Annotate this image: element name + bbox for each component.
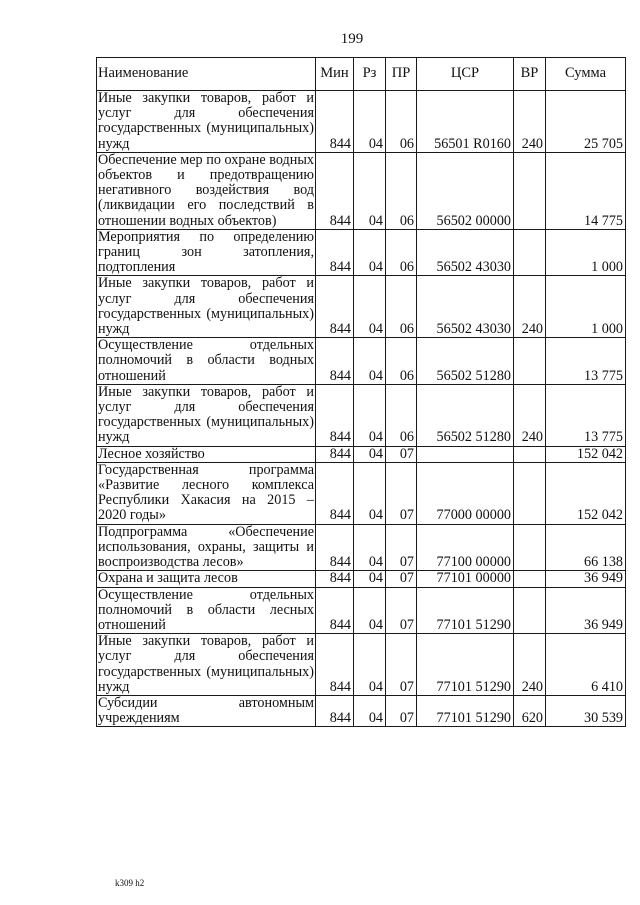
header-min: Мин — [316, 58, 354, 91]
row-csr: 56502 51280 — [417, 384, 514, 446]
row-csr — [417, 446, 514, 462]
row-sum: 13 775 — [546, 338, 626, 385]
row-pr: 07 — [386, 634, 417, 696]
page-number: 199 — [340, 31, 364, 47]
row-sum: 14 775 — [546, 152, 626, 229]
row-name: Осуществление отдельных полномочий в области водных отношений — [98, 337, 314, 384]
row-csr: 56502 43030 — [417, 229, 514, 276]
row-rz: 04 — [354, 152, 386, 229]
row-min: 844 — [316, 634, 354, 696]
row-sum: 66 138 — [546, 524, 626, 571]
row-min: 844 — [316, 91, 354, 153]
row-pr: 06 — [386, 229, 417, 276]
row-min: 844 — [316, 276, 354, 338]
row-rz: 04 — [354, 587, 386, 634]
header-sum: Сумма — [546, 58, 626, 91]
row-name: Субсидии автономным учреждениям — [98, 694, 314, 727]
table-row — [97, 524, 626, 571]
budget-table — [96, 57, 626, 727]
row-sum: 36 949 — [546, 587, 626, 634]
table-row — [97, 229, 626, 276]
row-sum: 152 042 — [546, 446, 626, 462]
row-name: Мероприятия по определению границ зон затопления, подтопления — [98, 228, 314, 276]
row-vr — [514, 446, 546, 462]
row-name: Осуществление отдельных полномочий в области лесных отношений — [98, 586, 314, 633]
row-pr: 07 — [386, 446, 417, 462]
row-min: 844 — [316, 338, 354, 385]
table-row — [97, 91, 626, 153]
row-csr: 77101 51290 — [417, 695, 514, 726]
table-row — [97, 152, 626, 229]
header-row — [97, 58, 626, 91]
row-rz: 04 — [354, 384, 386, 446]
header-vr: ВР — [514, 58, 546, 91]
row-pr: 07 — [386, 695, 417, 726]
table-row — [97, 384, 626, 446]
row-vr — [514, 571, 546, 587]
row-min: 844 — [316, 695, 354, 726]
row-min: 844 — [316, 152, 354, 229]
row-name: Охрана и защита лесов — [97, 571, 316, 587]
table-row — [97, 587, 626, 634]
row-vr: 620 — [514, 695, 546, 726]
footer-code: k309 h2 — [115, 878, 145, 888]
row-csr: 56501 R0160 — [417, 91, 514, 153]
row-name: Иные закупки товаров, работ и услуг для обеспечения государственных (муниципальных) нужд — [98, 383, 314, 446]
row-csr: 77100 00000 — [417, 524, 514, 571]
row-vr: 240 — [514, 384, 546, 446]
row-pr: 07 — [386, 524, 417, 571]
row-sum: 36 949 — [546, 571, 626, 587]
row-rz: 04 — [354, 524, 386, 571]
row-sum: 13 775 — [546, 384, 626, 446]
row-csr: 56502 00000 — [417, 152, 514, 229]
row-min: 844 — [316, 446, 354, 462]
row-rz: 04 — [354, 634, 386, 696]
row-csr: 77000 00000 — [417, 462, 514, 524]
row-vr: 240 — [514, 634, 546, 696]
row-csr: 77101 00000 — [417, 571, 514, 587]
row-vr: 240 — [514, 91, 546, 153]
header-csr: ЦСР — [417, 58, 514, 91]
row-vr — [514, 229, 546, 276]
row-rz: 04 — [354, 446, 386, 462]
row-min: 844 — [316, 229, 354, 276]
table-row — [97, 695, 626, 726]
header-pr: ПР — [386, 58, 417, 91]
row-sum: 1 000 — [546, 276, 626, 338]
header-rz: Рз — [354, 58, 386, 91]
table-row — [97, 462, 626, 524]
row-name: Подпрограмма «Обеспечение использования, охраны, защиты и воспроизводства лесов» — [98, 523, 314, 571]
row-csr: 56502 51280 — [417, 338, 514, 385]
row-sum: 6 410 — [546, 634, 626, 696]
row-name: Иные закупки товаров, работ и услуг для обеспечения государственных (муниципальных) нужд — [98, 90, 314, 152]
row-rz: 04 — [354, 695, 386, 726]
row-pr: 06 — [386, 152, 417, 229]
table-row — [97, 571, 626, 587]
row-pr: 06 — [386, 91, 417, 153]
row-vr — [514, 152, 546, 229]
row-csr: 77101 51290 — [417, 634, 514, 696]
row-min: 844 — [316, 524, 354, 571]
row-name: Обеспечение мер по охране водных объектов и предотвращению негативного воздействия вод (ликвидации его последствий в отношении водных объектов) — [98, 151, 314, 229]
row-pr: 07 — [386, 571, 417, 587]
row-csr: 56502 43030 — [417, 276, 514, 338]
row-sum: 1 000 — [546, 229, 626, 276]
row-rz: 04 — [354, 276, 386, 338]
row-sum: 152 042 — [546, 462, 626, 524]
table-row — [97, 276, 626, 338]
row-rz: 04 — [354, 571, 386, 587]
row-name: Лесное хозяйство — [97, 446, 316, 462]
row-name: Иные закупки товаров, работ и услуг для обеспечения государственных (муниципальных) нужд — [98, 275, 314, 338]
table-row — [97, 338, 626, 385]
row-min: 844 — [316, 587, 354, 634]
row-sum: 25 705 — [546, 91, 626, 153]
row-pr: 06 — [386, 384, 417, 446]
row-pr: 07 — [386, 462, 417, 524]
table-header — [97, 58, 626, 91]
row-csr: 77101 51290 — [417, 587, 514, 634]
header-name: Наименование — [97, 58, 316, 91]
row-vr — [514, 338, 546, 385]
row-vr — [514, 524, 546, 571]
row-rz: 04 — [354, 229, 386, 276]
row-pr: 06 — [386, 276, 417, 338]
row-min: 844 — [316, 462, 354, 524]
row-vr: 240 — [514, 276, 546, 338]
table-row — [97, 446, 626, 462]
row-pr: 07 — [386, 587, 417, 634]
row-rz: 04 — [354, 91, 386, 153]
row-rz: 04 — [354, 462, 386, 524]
row-vr — [514, 587, 546, 634]
row-name: Иные закупки товаров, работ и услуг для обеспечения государственных (муниципальных) нужд — [98, 633, 314, 695]
table-row — [97, 634, 626, 696]
row-rz: 04 — [354, 338, 386, 385]
row-name: Государственная программа «Развитие лесного комплекса Республики Хакасия на 2015 – 2020 годы» — [98, 461, 314, 524]
table-body — [97, 91, 626, 727]
row-min: 844 — [316, 571, 354, 587]
row-vr — [514, 462, 546, 524]
row-pr: 06 — [386, 338, 417, 385]
row-min: 844 — [316, 384, 354, 446]
row-sum: 30 539 — [546, 695, 626, 726]
